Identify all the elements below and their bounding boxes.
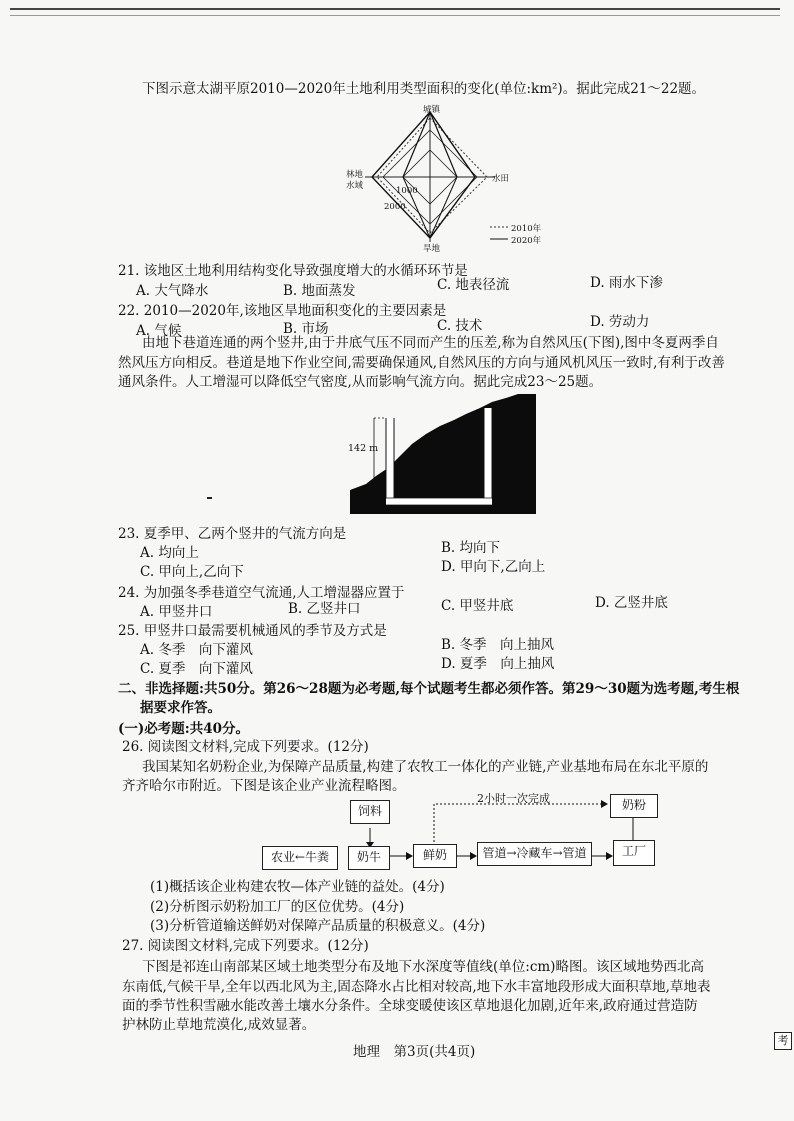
q23-stem: 23. 夏季甲、乙两个竖井的气流方向是 xyxy=(118,526,347,542)
part2-heading-1: 二、非选择题:共50分。第26～28题为必考题,每个试题考生都必须作答。第29～30题为选考题,考生根 xyxy=(118,681,740,697)
q26-text-2: 齐齐哈尔市附近。下图是该企业产业流程略图。 xyxy=(122,778,406,794)
mine-shaft-figure xyxy=(346,394,536,514)
q25-option-d: D. 夏季 向上抽风 xyxy=(441,656,555,672)
q22-stem: 22. 2010—2020年,该地区旱地面积变化的主要因素是 xyxy=(118,303,447,319)
q21-option-d: D. 雨水下渗 xyxy=(590,275,663,291)
flow-fresh-milk-box: 鲜奶 xyxy=(413,844,457,868)
q21-option-b: B. 地面蒸发 xyxy=(283,283,356,299)
section1-intro: 下图示意太湖平原2010—2020年土地利用类型面积的变化(单位:km²)。据此完成21～22题。 xyxy=(142,81,706,97)
radar-axis-top: 城镇 xyxy=(423,105,441,115)
q21-stem: 21. 该地区土地利用结构变化导致强度增大的水循环环节是 xyxy=(118,263,468,279)
series-2010-polygon xyxy=(377,118,487,233)
radar-scale-1: 1000 xyxy=(396,186,418,196)
q25-stem: 25. 甲竖井口最需要机械通风的季节及方式是 xyxy=(118,623,387,639)
q27-text-4: 护林防止草地荒漠化,成效显著。 xyxy=(122,1017,316,1033)
radar-axis-left-2: 水域 xyxy=(346,181,364,191)
section2-intro-2: 然风压方向相反。巷道是地下作业空间,需要确保通风,自然风压的方向与通风机风压一致时,有利于改善 xyxy=(118,355,725,371)
radar-axis-left-1: 林地 xyxy=(346,170,364,180)
q25-option-a: A. 冬季 向下灌风 xyxy=(140,642,253,658)
flow-time-note: 2小时一次完成 xyxy=(477,792,550,805)
q21-option-c: C. 地表径流 xyxy=(437,277,510,293)
section2-intro-3: 通风条件。人工增湿可以降低空气密度,从而影响气流方向。据此完成23～25题。 xyxy=(118,374,603,390)
legend-2010: 2010年 xyxy=(511,224,542,234)
q26-stem: 26. 阅读图文材料,完成下列要求。(12分) xyxy=(122,739,369,755)
flow-feed-box: 饲料 xyxy=(350,800,390,824)
q24-option-b: B. 乙竖井口 xyxy=(288,601,361,617)
q24-option-c: C. 甲竖井底 xyxy=(441,598,514,614)
q26-text-1: 我国某知名奶粉企业,为保障产品质量,构建了农牧工一体化的产业链,产业基地布局在东北平原的 xyxy=(142,759,709,775)
q24-option-a: A. 甲竖井口 xyxy=(140,604,213,620)
legend-2020: 2020年 xyxy=(511,236,542,246)
radar-axis-right: 水田 xyxy=(492,174,510,184)
q23-option-d: D. 甲向下,乙向上 xyxy=(441,559,546,575)
q21-option-a: A. 大气降水 xyxy=(136,283,209,299)
q27-text-2: 东南低,气候干旱,全年以西北风为主,固态降水占比相对较高,地下水丰富地段形成大面积草地,草地表 xyxy=(122,979,711,995)
q22-option-a: A. 气候 xyxy=(136,323,182,339)
q27-stem: 27. 阅读图文材料,完成下列要求。(12分) xyxy=(122,938,369,954)
q24-stem: 24. 为加强冬季巷道空气流通,人工增湿器应置于 xyxy=(118,585,405,601)
part2-heading-2: 据要求作答。 xyxy=(140,700,221,716)
q25-option-b: B. 冬季 向上抽风 xyxy=(441,637,555,653)
flow-factory-box: 工厂 xyxy=(613,840,655,866)
radar-scale-2: 2000 xyxy=(384,202,406,212)
q22-option-b: B. 市场 xyxy=(283,321,329,337)
q22-option-d: D. 劳动力 xyxy=(590,314,650,330)
flow-pipeline-box: 管道→冷藏车→管道 xyxy=(477,842,592,866)
q27-text-1: 下图是祁连山南部某区域土地类型分布及地下水深度等值线(单位:cm)略图。该区域地势西北高 xyxy=(142,959,704,975)
scan-top-border xyxy=(10,8,780,16)
q26-sub-1: (1)概括该企业构建农牧—体产业链的益处。(4分) xyxy=(150,879,445,895)
radar-axis-bottom: 旱地 xyxy=(423,244,441,254)
q27-text-3: 面的季节性积雪融水能改善土壤水分条件。全球变暖使该区草地退化加剧,近年来,政府通过营造防 xyxy=(122,998,698,1014)
page-number: 地理 第3页(共4页) xyxy=(353,1044,476,1060)
section2-intro-1: 由地下巷道连通的两个竖井,由于井底气压不同而产生的压差,称为自然风压(下图),图中冬夏两季自 xyxy=(142,335,719,351)
required-heading: (一)必考题:共40分。 xyxy=(118,721,250,737)
q24-option-d: D. 乙竖井底 xyxy=(595,595,668,611)
q23-option-a: A. 均向上 xyxy=(140,545,199,561)
q23-option-c: C. 甲向上,乙向下 xyxy=(140,564,244,580)
series-2020-polygon xyxy=(372,112,475,238)
q26-sub-3: (3)分析管道输送鲜奶对保障产品质量的积极意义。(4分) xyxy=(150,918,486,934)
scan-speck xyxy=(207,497,212,499)
corner-tab: 考 xyxy=(774,1032,792,1050)
shaft-height-label: 142 m xyxy=(348,443,379,454)
q23-option-b: B. 均向下 xyxy=(441,540,501,556)
flow-powder-box: 奶粉 xyxy=(610,794,658,818)
q22-option-c: C. 技术 xyxy=(437,318,483,334)
flow-agriculture-box: 农业←牛粪 xyxy=(262,846,338,870)
flow-cow-box: 奶牛 xyxy=(348,846,390,870)
q25-option-c: C. 夏季 向下灌风 xyxy=(140,661,253,677)
q26-sub-2: (2)分析图示奶粉加工厂的区位优势。(4分) xyxy=(150,899,405,915)
